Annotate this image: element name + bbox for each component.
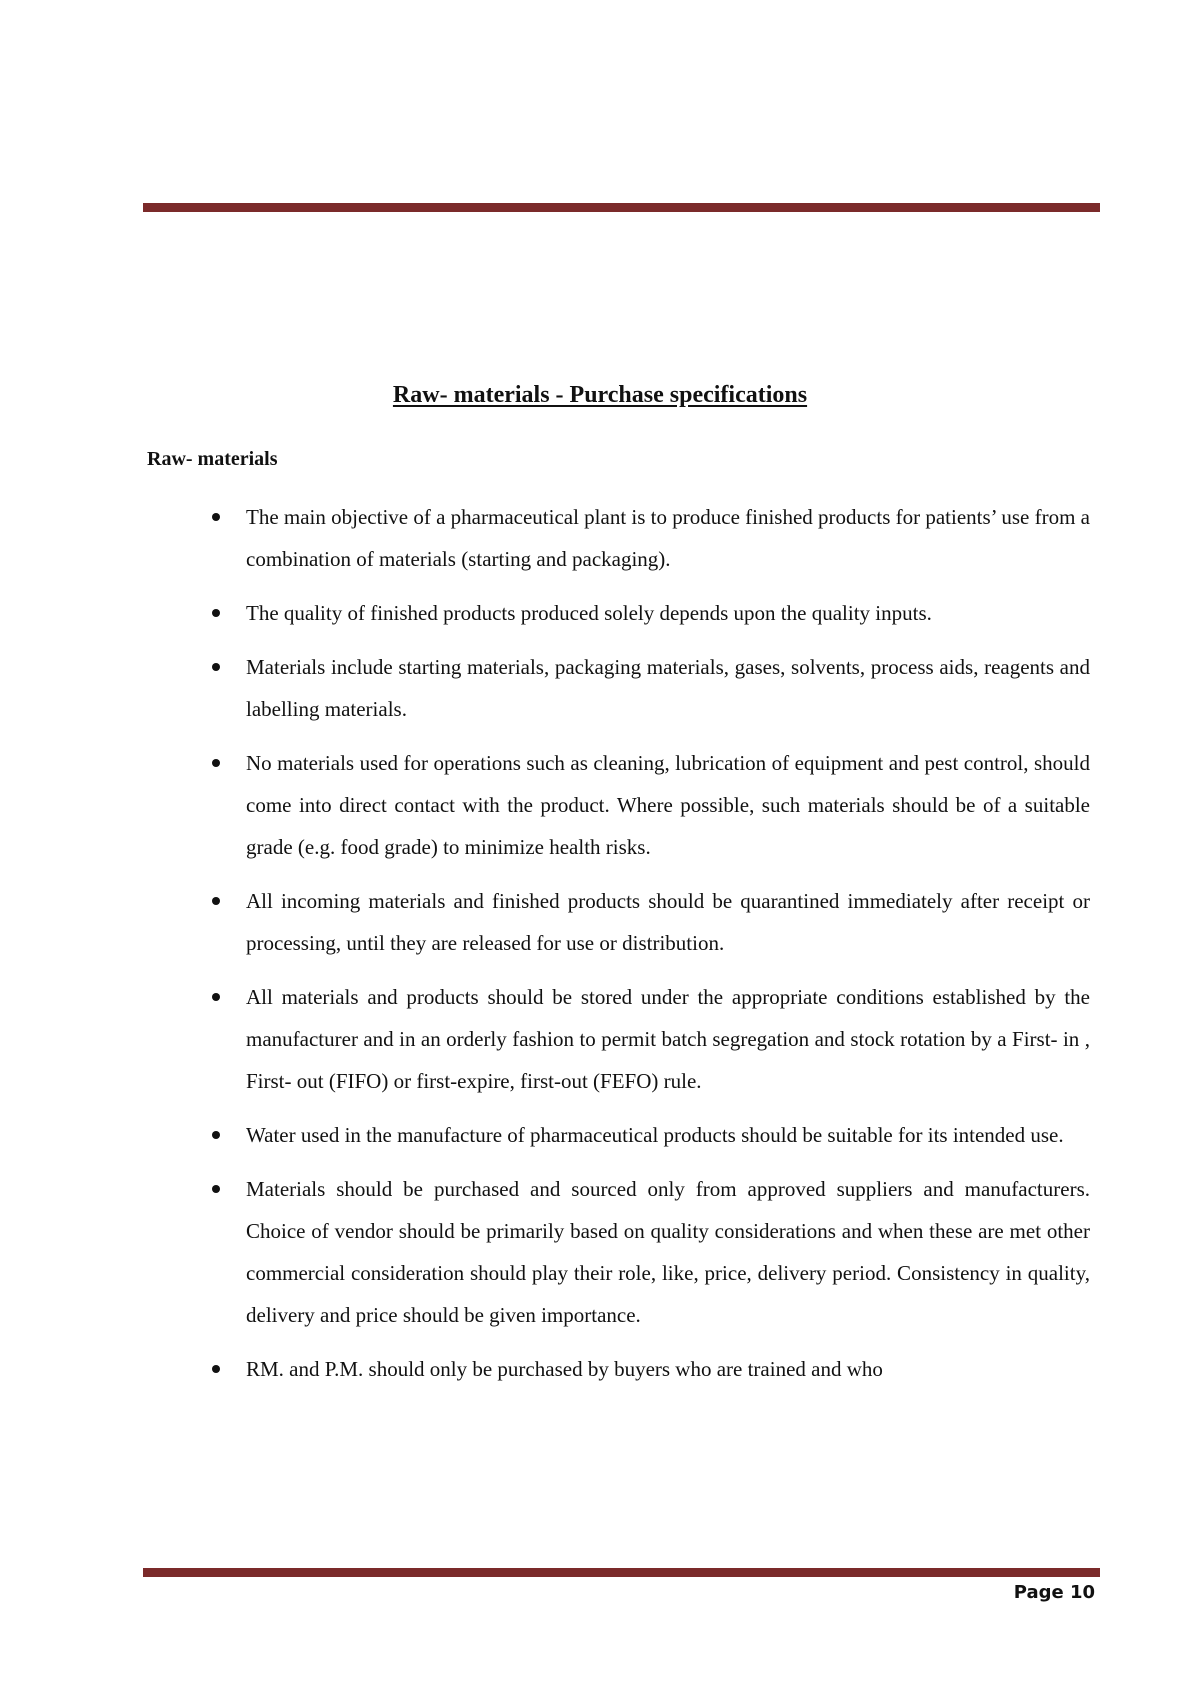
bullet-item bbox=[148, 592, 1090, 634]
page-number: Page 10 bbox=[1013, 1582, 1095, 1603]
bullet-text: Materials include starting materials, packaging materials, gases, solvents, process aids, reagents and labelling materials. bbox=[246, 655, 1090, 721]
bullet-item bbox=[148, 1348, 1090, 1390]
bullet-text: RM. and P.M. should only be purchased by buyers who are trained and who bbox=[246, 1357, 883, 1381]
bullet-item bbox=[148, 742, 1090, 868]
bullet-text: All materials and products should be stored under the appropriate conditions established by the manufacturer and in an orderly fashion to permit batch segregation and stock rotation by a First- in , First- out (FIFO) or first-expire, first-out (FEFO) rule. bbox=[246, 985, 1090, 1093]
bullet-text: Water used in the manufacture of pharmaceutical products should be suitable for its intended use. bbox=[246, 1123, 1064, 1147]
bullet-icon bbox=[212, 1365, 220, 1373]
bullet-icon bbox=[212, 1131, 220, 1139]
bullet-icon bbox=[212, 759, 220, 767]
bullet-text: The main objective of a pharmaceutical plant is to produce finished products for patients’ use from a combination of materials (starting and packaging). bbox=[246, 505, 1090, 571]
bullet-icon bbox=[212, 897, 220, 905]
footer-rule bbox=[143, 1568, 1100, 1577]
bullet-text: The quality of finished products produced solely depends upon the quality inputs. bbox=[246, 601, 932, 625]
bullet-text: All incoming materials and finished products should be quarantined immediately after receipt or processing, until they are released for use or distribution. bbox=[246, 889, 1090, 955]
bullet-icon bbox=[212, 513, 220, 521]
bullet-item bbox=[148, 496, 1090, 580]
bullet-icon bbox=[212, 1185, 220, 1193]
bullet-icon bbox=[212, 663, 220, 671]
bullet-icon bbox=[212, 609, 220, 617]
bullet-item bbox=[148, 976, 1090, 1102]
header-rule bbox=[143, 203, 1100, 212]
bullet-item bbox=[148, 1168, 1090, 1336]
bullet-text: Materials should be purchased and sourced only from approved suppliers and manufacturers. Choice of vendor should be primarily based on quality considerations and when these are met other commercial consideration should play their role, like, price, delivery period. Consistency in quality, delivery and price should be given importance. bbox=[246, 1177, 1090, 1327]
bullet-icon bbox=[212, 993, 220, 1001]
bullet-text: No materials used for operations such as cleaning, lubrication of equipment and pest control, should come into direct contact with the product. Where possible, such materials should be of a suitable grade (e.g. food grade) to minimize health risks. bbox=[246, 751, 1090, 859]
document-title: Raw- materials - Purchase specifications bbox=[392, 382, 808, 408]
bullet-item bbox=[148, 1114, 1090, 1156]
bullet-item bbox=[148, 880, 1090, 964]
section-heading: Raw- materials bbox=[147, 448, 278, 470]
bullet-list bbox=[148, 496, 1090, 1402]
bullet-item bbox=[148, 646, 1090, 730]
